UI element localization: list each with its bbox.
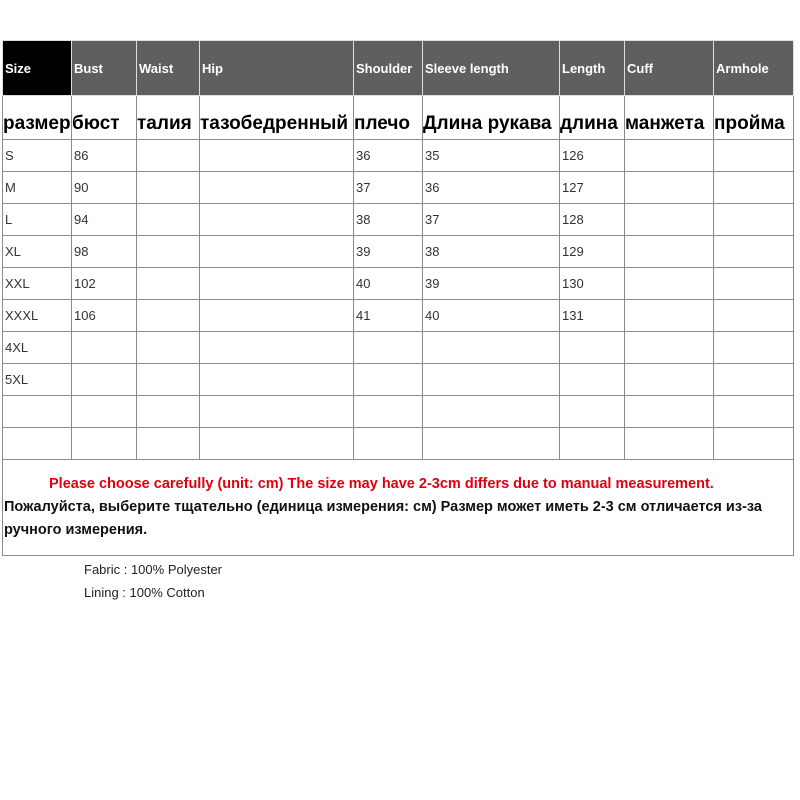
table-cell: 38 [354, 204, 423, 236]
table-cell: 37 [354, 172, 423, 204]
table-cell [714, 236, 794, 268]
header-cell: Sleeve length [423, 41, 560, 96]
note-english: Please choose carefully (unit: cm) The size may have 2-3cm differs due to manual measurement. [49, 476, 714, 492]
table-cell: 90 [72, 172, 137, 204]
note-russian: Пожалуйста, выберите тщательно (единица измерения: см) Размер может иметь 2-3 см отличается из-за ручного измерения. [4, 499, 762, 538]
table-cell: 36 [354, 140, 423, 172]
header-cell: Waist [137, 41, 200, 96]
table-cell [137, 204, 200, 236]
header-cell: Bust [72, 41, 137, 96]
table-cell: 131 [560, 300, 625, 332]
header-ru-cell: размер [3, 96, 72, 140]
table-cell [625, 396, 714, 428]
table-cell: 127 [560, 172, 625, 204]
table-cell [200, 300, 354, 332]
table-cell [423, 332, 560, 364]
table-cell: S [3, 140, 72, 172]
table-cell [560, 364, 625, 396]
table-cell [3, 396, 72, 428]
table-cell [625, 364, 714, 396]
table-cell: 39 [354, 236, 423, 268]
table-cell [560, 332, 625, 364]
note-row [3, 460, 794, 556]
header-ru-cell: бюст [72, 96, 137, 140]
lining-info: Lining : 100% Cotton [84, 585, 205, 600]
table-cell [72, 396, 137, 428]
table-cell [625, 428, 714, 460]
table-cell: 126 [560, 140, 625, 172]
table-cell [200, 204, 354, 236]
table-cell [137, 140, 200, 172]
table-cell [137, 396, 200, 428]
table-cell [423, 428, 560, 460]
table-row [3, 396, 794, 428]
header-ru-cell: талия [137, 96, 200, 140]
table-row [3, 140, 794, 172]
header-ru-cell: манжета [625, 96, 714, 140]
header-ru-cell: плечо [354, 96, 423, 140]
header-ru-cell: пройма [714, 96, 794, 140]
table-cell [714, 332, 794, 364]
table-cell: 4XL [3, 332, 72, 364]
table-cell: L [3, 204, 72, 236]
table-row [3, 428, 794, 460]
table-cell [354, 364, 423, 396]
table-cell [625, 204, 714, 236]
table-cell [137, 268, 200, 300]
table-cell [137, 428, 200, 460]
table-cell [72, 428, 137, 460]
table-cell [714, 204, 794, 236]
table-cell: XXL [3, 268, 72, 300]
table-cell [137, 364, 200, 396]
table-cell: 5XL [3, 364, 72, 396]
table-row [3, 332, 794, 364]
header-cell: Hip [200, 41, 354, 96]
header-cell: Size [3, 41, 72, 96]
table-cell: 98 [72, 236, 137, 268]
table-cell [200, 364, 354, 396]
table-row [3, 364, 794, 396]
table-cell [200, 140, 354, 172]
table-cell [72, 364, 137, 396]
table-cell: 40 [354, 268, 423, 300]
header-ru-cell: тазобедренный [200, 96, 354, 140]
table-cell: 94 [72, 204, 137, 236]
table-cell [560, 396, 625, 428]
table-cell [354, 332, 423, 364]
table-cell [714, 268, 794, 300]
fabric-info: Fabric : 100% Polyester [84, 562, 223, 577]
table-row [3, 268, 794, 300]
table-cell [625, 140, 714, 172]
table-cell: 86 [72, 140, 137, 172]
table-cell [200, 428, 354, 460]
table-row [3, 204, 794, 236]
table-cell [137, 300, 200, 332]
table-row [3, 236, 794, 268]
table-cell [625, 268, 714, 300]
table-cell [200, 172, 354, 204]
table-cell: 40 [423, 300, 560, 332]
table-cell [625, 332, 714, 364]
table-cell: 102 [72, 268, 137, 300]
table-cell [137, 332, 200, 364]
table-cell [423, 396, 560, 428]
table-cell: 37 [423, 204, 560, 236]
table-cell: 35 [423, 140, 560, 172]
table-cell [137, 236, 200, 268]
table-cell: 39 [423, 268, 560, 300]
size-chart-table [2, 40, 794, 556]
table-cell: 106 [72, 300, 137, 332]
note-cell [3, 460, 794, 556]
table-cell [714, 140, 794, 172]
table-cell [200, 236, 354, 268]
table-cell [560, 428, 625, 460]
table-cell [714, 300, 794, 332]
table-cell [354, 428, 423, 460]
table-cell: 38 [423, 236, 560, 268]
table-cell: 41 [354, 300, 423, 332]
table-cell [200, 268, 354, 300]
table-cell [714, 428, 794, 460]
header-cell: Shoulder [354, 41, 423, 96]
table-cell [714, 172, 794, 204]
table-row [3, 172, 794, 204]
table-cell: XL [3, 236, 72, 268]
russian-header-row [3, 96, 794, 140]
table-cell: 129 [560, 236, 625, 268]
table-cell [3, 428, 72, 460]
table-cell [423, 364, 560, 396]
header-cell: Length [560, 41, 625, 96]
table-row [3, 300, 794, 332]
header-row [3, 41, 794, 96]
header-cell: Armhole [714, 41, 794, 96]
header-ru-cell: длина [560, 96, 625, 140]
table-cell [625, 300, 714, 332]
table-cell [72, 332, 137, 364]
table-cell [200, 396, 354, 428]
header-cell: Cuff [625, 41, 714, 96]
table-cell [625, 236, 714, 268]
table-cell [200, 332, 354, 364]
table-cell: 128 [560, 204, 625, 236]
table-cell: 130 [560, 268, 625, 300]
table-cell: 36 [423, 172, 560, 204]
table-cell [714, 364, 794, 396]
table-cell [714, 396, 794, 428]
header-ru-cell: Длина рукава [423, 96, 560, 140]
table-cell: M [3, 172, 72, 204]
table-cell [137, 172, 200, 204]
table-cell: XXXL [3, 300, 72, 332]
table-cell [625, 172, 714, 204]
table-cell [354, 396, 423, 428]
